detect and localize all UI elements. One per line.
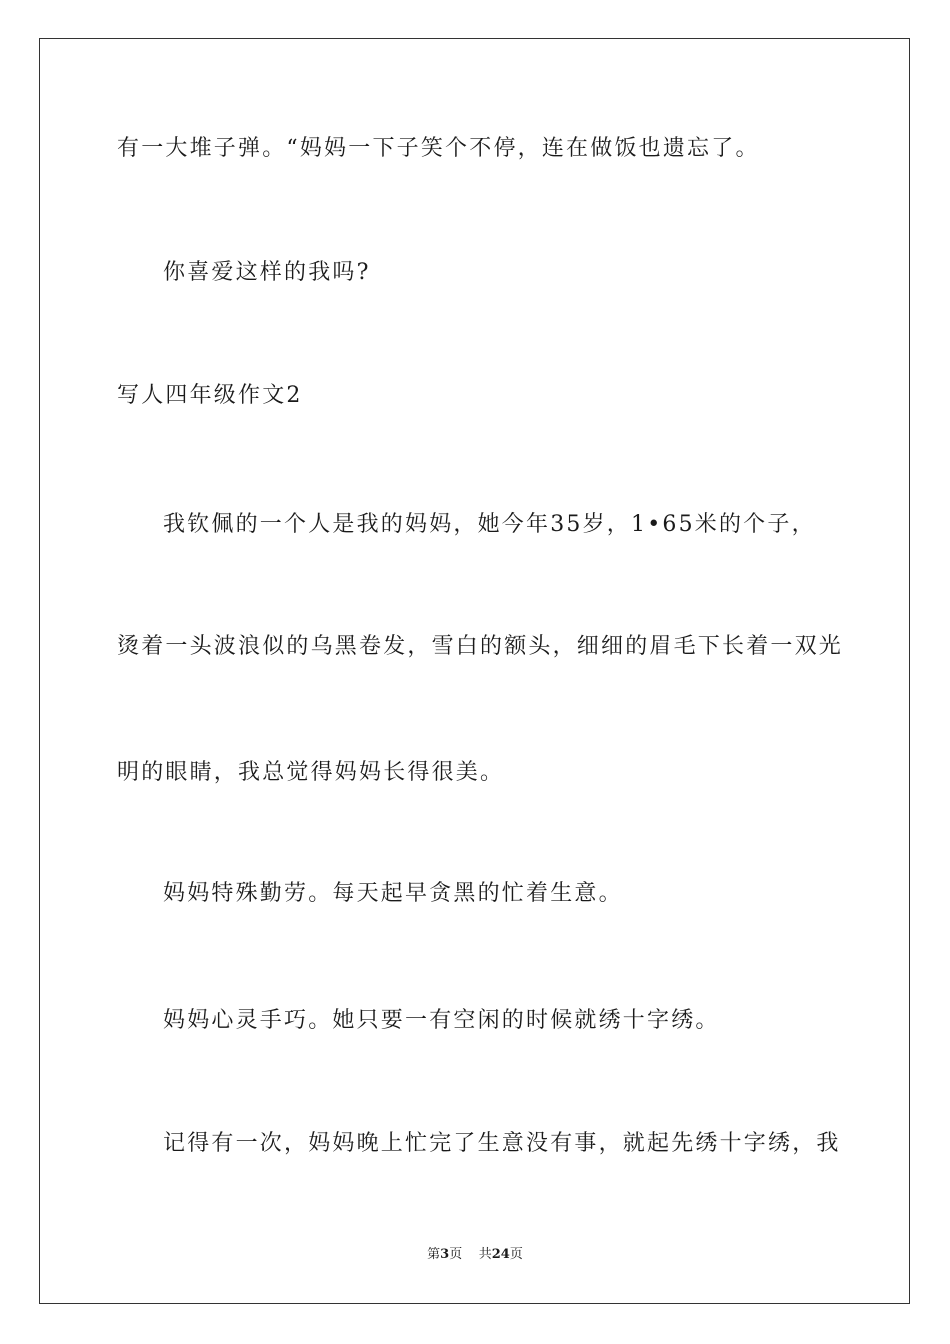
section-heading: 写人四年级作文2 <box>117 383 303 408</box>
text-line-1: 有一大堆子弹。“妈妈一下子笑个不停，连在做饭也遗忘了。 <box>117 136 760 161</box>
text-line-6: 明的眼睛，我总觉得妈妈长得很美。 <box>117 760 505 785</box>
text-line-9: 记得有一次，妈妈晚上忙完了生意没有事，就起先绣十字绣，我 <box>163 1131 841 1156</box>
footer-page-prefix: 第 <box>427 1247 441 1262</box>
footer-total-pages: 24 <box>491 1247 510 1262</box>
text-line-4: 我钦佩的一个人是我的妈妈，她今年35岁，1•65米的个子， <box>163 512 816 537</box>
page-footer <box>0 1246 950 1264</box>
footer-total-suffix: 页 <box>509 1247 523 1262</box>
text-line-7: 妈妈特殊勤劳。每天起早贪黑的忙着生意。 <box>163 881 623 906</box>
footer-page-number: 3 <box>440 1247 450 1262</box>
text-line-5: 烫着一头波浪似的乌黑卷发，雪白的额头，细细的眉毛下长着一双光 <box>117 634 844 659</box>
text-line-2: 你喜爱这样的我吗? <box>163 260 371 285</box>
text-line-8: 妈妈心灵手巧。她只要一有空闲的时候就绣十字绣。 <box>163 1008 720 1033</box>
page-frame <box>39 38 910 1304</box>
footer-total-prefix: 共 <box>478 1247 492 1262</box>
footer-page-suffix: 页 <box>449 1247 463 1262</box>
